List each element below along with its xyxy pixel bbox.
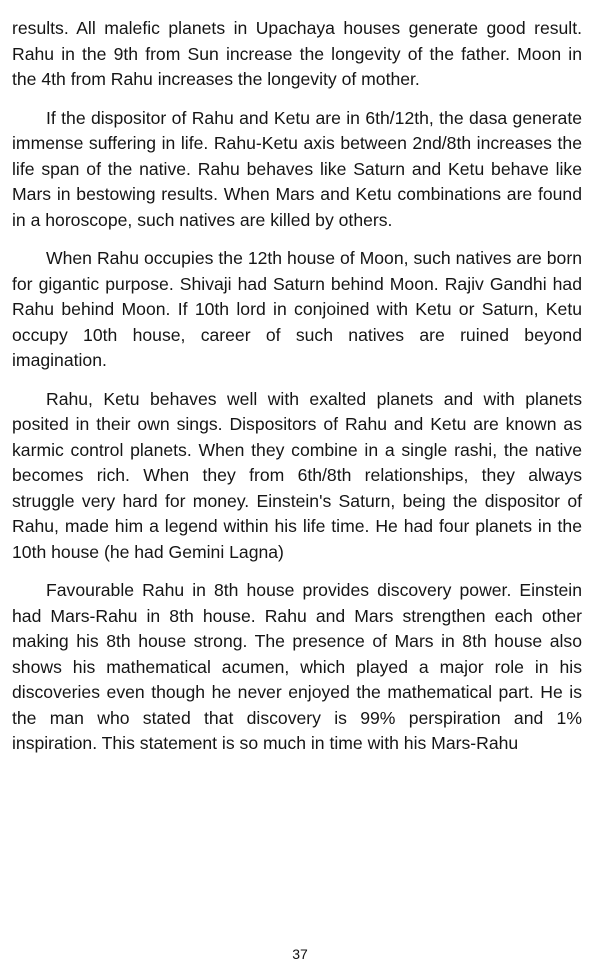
paragraph-2: If the dispositor of Rahu and Ketu are in 6th/12th, the dasa generate immense suffering in life. Rahu-Ketu axis between 2nd/8th increases the life span of the native. Rahu behaves like Saturn and Ketu behave like Mars in bestowing results. When Mars and Ketu combinations are found in a horoscope, such natives are killed by others. xyxy=(12,107,582,230)
page-number: 37 xyxy=(292,946,308,962)
paragraph-5: Favourable Rahu in 8th house provides discovery power. Einstein had Mars-Rahu in 8th house. Rahu and Mars strengthen each other making his 8th house strong. The presence of Mars in 8th house also shows his mathematical acumen, which played a major role in his discoveries even though he never enjoyed the mathematical part. He is the man who stated that discovery is 99% perspiration and 1% inspiration. This statement is so much in time with his Mars-Rahu xyxy=(12,580,582,753)
paragraph-3: When Rahu occupies the 12th house of Moon, such natives are born for gigantic purpose. Shivaji had Saturn behind Moon. Rajiv Gandhi had Rahu behind Moon. If 10th lord in conjoined with Ketu or Saturn, Ketu occupy 10th house, career of such natives are ruined beyond imagination. xyxy=(12,248,582,370)
paragraph-4: Rahu, Ketu behaves well with exalted planets and with planets posited in their own sings. Dispositors of Rahu and Ketu are known as karmic control planets. When they combine in a single rashi, the native becomes rich. When they from 6th/8th relationships, they always struggle very hard for money. Einstein's Saturn, being the dispositor of Rahu, made him a legend within his life time. He had four planets in the 10th house (he had Gemini Lagna) xyxy=(12,388,582,562)
body-text xyxy=(12,16,582,770)
paragraph-1: results. All malefic planets in Upachaya houses generate good result. Rahu in the 9th from Sun increase the longevity of the father. Moon in the 4th from Rahu increases the longevity of mother. xyxy=(12,18,582,89)
